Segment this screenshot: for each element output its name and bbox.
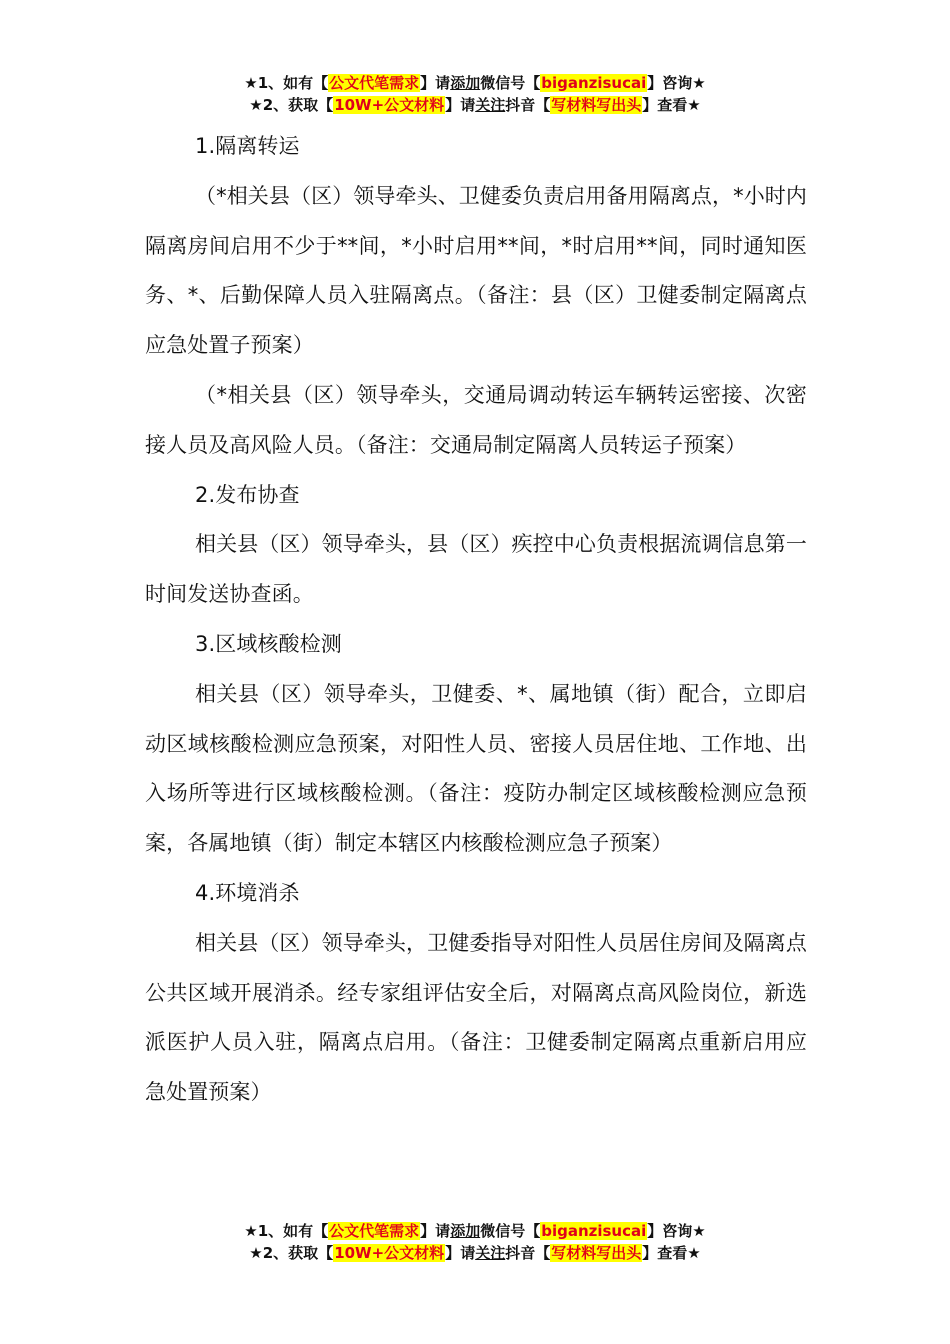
banner-text: 抖音【: [505, 96, 551, 114]
banner-text: 】请: [420, 1222, 451, 1240]
banner-text: 】咨询★: [647, 74, 706, 92]
banner-underlined-text: 添加: [450, 1222, 481, 1240]
banner-highlight: 写材料写出头: [551, 96, 642, 114]
section-heading-investigation: 2.发布协查: [195, 482, 300, 507]
document-body: [145, 122, 807, 1118]
header-banner: [0, 72, 950, 116]
banner-underlined-text: 关注: [475, 96, 506, 114]
banner-text: 】查看★: [642, 1244, 701, 1262]
paragraph: 相关县（区）领导牵头，卫健委、*、属地镇（街）配合，立即启动区域核酸检测应急预案，对阳性人员、密接人员居住地、工作地、出入场所等进行区域核酸检测。（备注：疫防办制定区域核酸检测应急预案，各属地镇（街）制定本辖区内核酸检测应急子预案）: [145, 681, 807, 856]
banner-text: 】请: [445, 1244, 476, 1262]
banner-highlight: biganzisucai: [541, 74, 647, 92]
banner-text: 微信号【: [480, 1222, 541, 1240]
banner-line-2: [0, 94, 950, 116]
banner-underlined-text: 关注: [475, 1244, 506, 1262]
section-heading-testing: 3.区域核酸检测: [195, 631, 342, 656]
banner-text: ★2、获取【: [249, 1244, 334, 1262]
banner-text: 抖音【: [505, 1244, 551, 1262]
banner-underlined-text: 添加: [450, 74, 481, 92]
banner-text: 】查看★: [642, 96, 701, 114]
banner-text: ★1、如有【: [244, 1222, 329, 1240]
banner-line-2: [0, 1242, 950, 1264]
banner-highlight: biganzisucai: [541, 1222, 647, 1240]
banner-line-1: [0, 1220, 950, 1242]
banner-text: ★1、如有【: [244, 74, 329, 92]
banner-text: 微信号【: [480, 74, 541, 92]
banner-highlight: 写材料写出头: [551, 1244, 642, 1262]
banner-highlight: 公文代笔需求: [329, 1222, 420, 1240]
banner-highlight: 10W+公文材料: [334, 1244, 445, 1262]
section-heading-isolation: 1.隔离转运: [195, 134, 300, 158]
banner-text: 】请: [420, 74, 451, 92]
paragraph: 相关县（区）领导牵头，县（区）疾控中心负责根据流调信息第一时间发送协查函。: [145, 532, 807, 607]
banner-text: 】咨询★: [647, 1222, 706, 1240]
banner-line-1: [0, 72, 950, 94]
footer-banner: [0, 1220, 950, 1264]
paragraph: （*相关县（区）领导牵头，交通局调动转运车辆转运密接、次密接人员及高风险人员。（备注：交通局制定隔离人员转运子预案）: [145, 382, 807, 457]
banner-highlight: 10W+公文材料: [334, 96, 445, 114]
banner-text: ★2、获取【: [249, 96, 334, 114]
banner-highlight: 公文代笔需求: [329, 74, 420, 92]
section-heading-disinfection: 4.环境消杀: [195, 880, 300, 905]
paragraph: （*相关县（区）领导牵头、卫健委负责启用备用隔离点，*小时内隔离房间启用不少于**间，*小时启用**间，*时启用**间，同时通知医务、*、后勤保障人员入驻隔离点。（备注：县（区）卫健委制定隔离点应急处置子预案）: [145, 183, 807, 358]
paragraph: 相关县（区）领导牵头，卫健委指导对阳性人员居住房间及隔离点公共区域开展消杀。经专家组评估安全后，对隔离点高风险岗位，新选派医护人员入驻，隔离点启用。（备注：卫健委制定隔离点重新启用应急处置预案）: [145, 930, 807, 1105]
banner-text: 】请: [445, 96, 476, 114]
